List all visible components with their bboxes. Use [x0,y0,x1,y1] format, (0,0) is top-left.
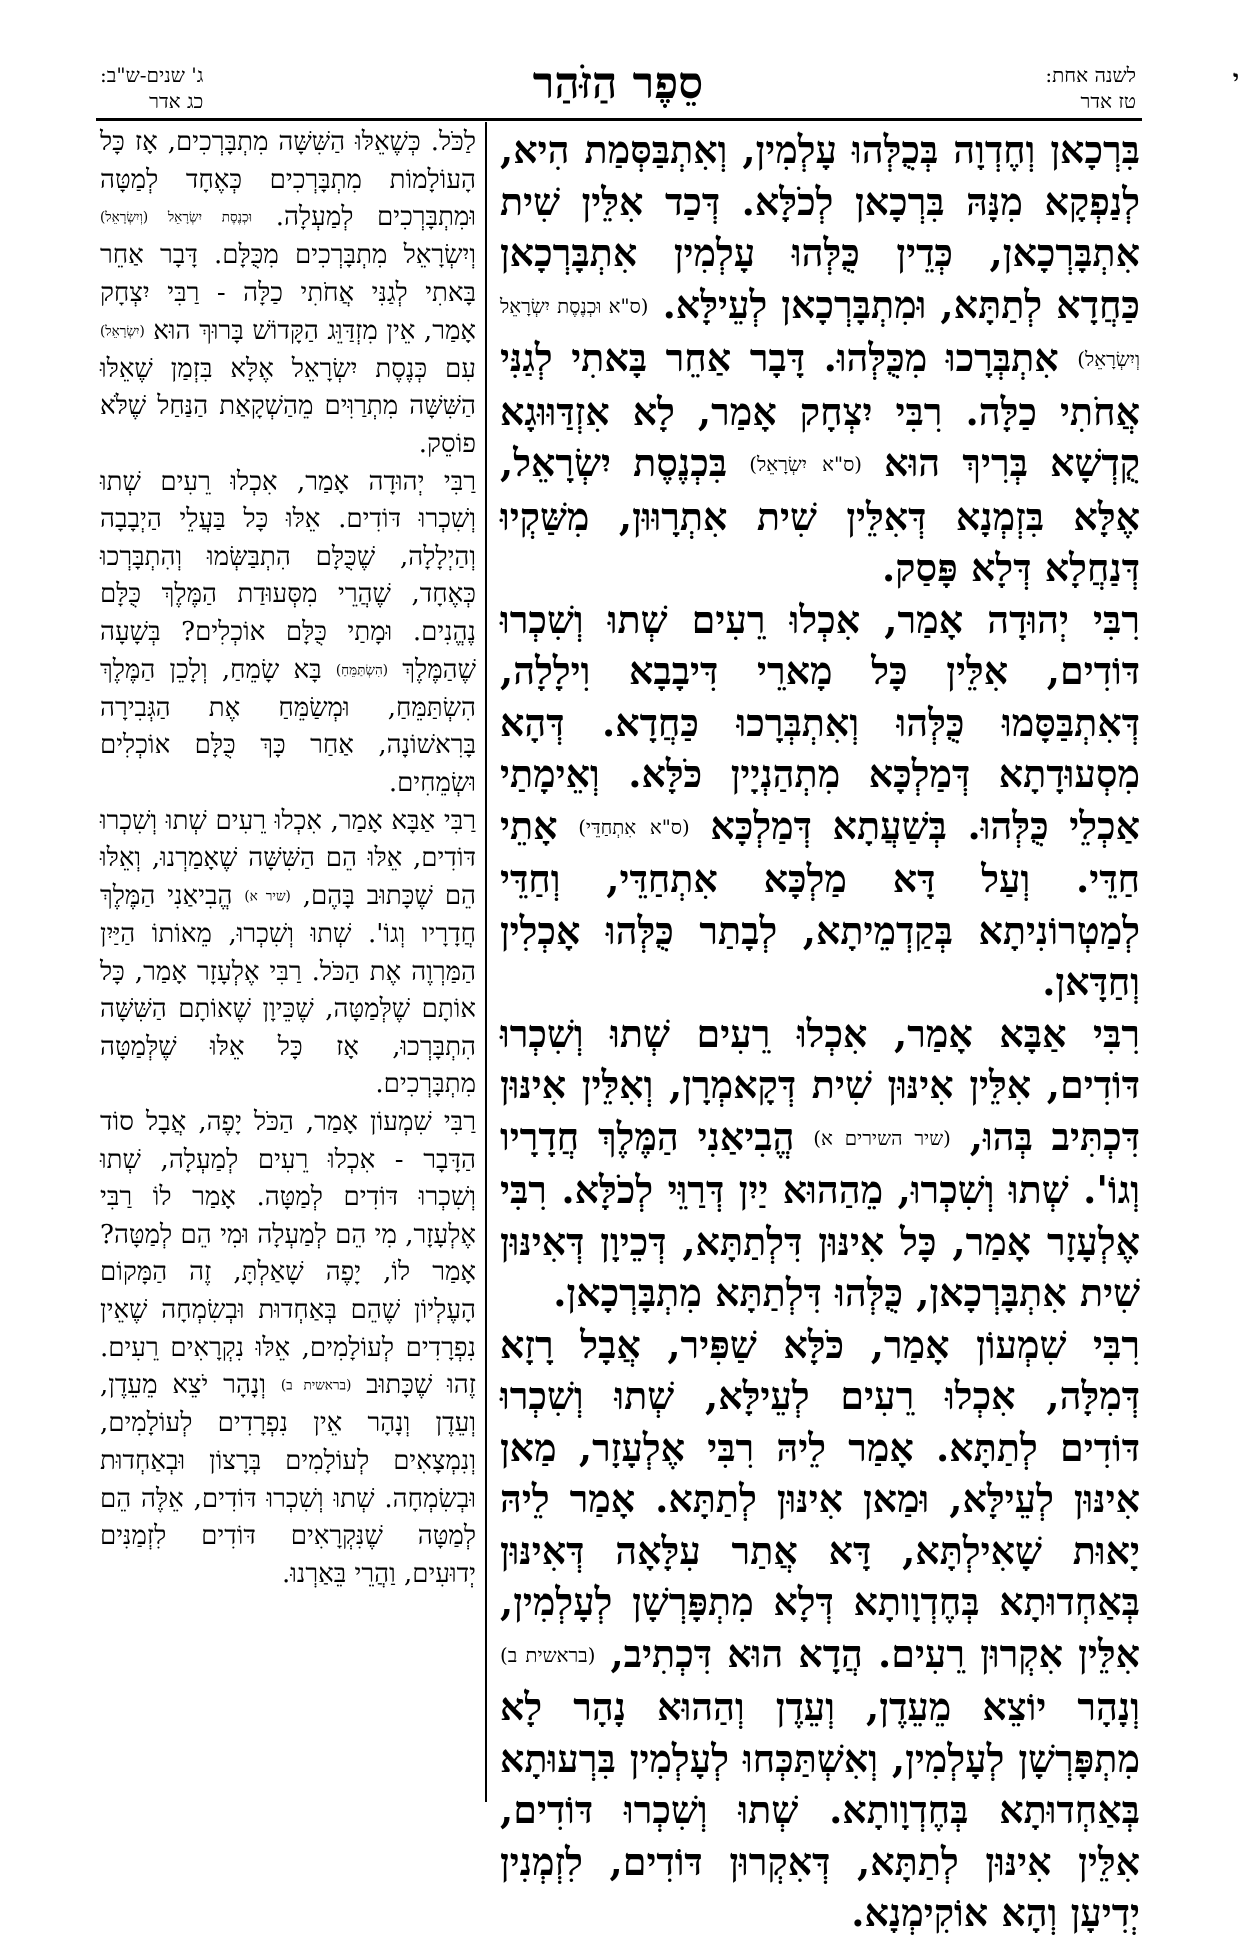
translation-paragraph [100,464,476,803]
text-run: לַכֹּל. כְּשֶׁאֵלּוּ הַשִּׁשָּׁה מִתְבָּרְכִים, אָז כָּל הָעוֹלָמוֹת מִתְבָּרְכִים כְּאֶחָד לְמַטָּה וּמִתְבָּרְכִים לְמַעְלָה. [100,127,476,233]
translation-paragraph [100,1104,476,1593]
aramaic-text-column [500,124,1141,1936]
source-reference: וּכְנֶסֶת יִשְׂרָאֵל (וְיִשְׂרָאֵל) [100,209,253,226]
text-run: בִּכְנֶסֶת יִשְׂרָאֵל, אֶלָּא בִּזְמְנָא דְּאִלֵּין שִׁית אִתְרָוּוּן, מִשַּׁקְיוּ דְּנַחֲלָא דְּלָא פָּסַק. [500,440,1140,591]
main-paragraph [500,124,1140,594]
book-title: סֵפֶר הַזֹּהַר [532,58,704,109]
date-one-year: טז אדר [1080,89,1136,113]
text-run: וְנָהָר יוֹצֵא מֵעֵדֶן, וְעֵדֶן וְהַהוּא נָהָר לָא מִתְפָּרְשָׁן לְעָלְמִין, וְאִשְׁתַּכְּחוּ לְעָלְמִין בִּרְעוּתָא בְּאַחְדוּתָא בְּחֶדְוָותָא. שְׁתוּ וְשִׁכְרוּ דּוֹדִים, אִלֵּין אִינּוּן לְתַתָּא, דְּאִקְרוּן דּוֹדִים, לִזְמְנִין יְדִיעָן וְהָא אוֹקִימְנָא. [500,1684,1140,1936]
column-divider [485,122,487,1802]
source-reference: (יִשְׂרָאֵל) [100,323,145,340]
text-run: וְיִשְׂרָאֵל מִתְבָּרְכִים מִכֻּלָּם. דָּבָר אַחֵר בָּאתִי לְגַנִּי אֲחֹתִי כַלָּה - רַבִּי יִצְחָק אָמַר, אֵין מִזְדַּוֵּג הַקָּדוֹשׁ בָּרוּךְ הוּא [100,240,476,346]
text-run: רִבִּי יְהוּדָה אָמַר, אִכְלוּ רֵעִים שְׁתוּ וְשִׁכְרוּ דּוֹדִים, אִלֵּין כָּל מָארֵי דִּיבָבָא וִילָלָה, דְּאִתְבַּסָּמוּ כֻּלְּהוּ וְאִתְבְּרָכוּ כַּחֲדָא. דְּהָא מִסְעוּדָתָא דְּמַלְכָּא מִתְהַנְיָין כֹּלָּא. וְאֵימָתַי אַכְלֵי כֻּלְּהוּ. בְּשַׁעֲתָא דְּמַלְכָּא [500,596,1140,848]
page-header [100,58,1136,118]
source-reference: (ס"א אִתְחַדֵּי) [578,815,690,839]
date-three-years: כג אדר [149,89,204,113]
header-rule [96,118,1142,121]
translation-paragraph [100,803,476,1104]
hebrew-translation-column [100,124,476,1804]
schedule-three-years: ג' שנים-ש"ב: [100,63,204,87]
text-run: וְנָהָר יֹצֵא מֵעֵדֶן, וְעֵדֶן וְנָהָר אֵין נִפְרָדִים לְעוֹלָמִים, וְנִמְצָאִים לְעוֹלָמִים בְּרָצוֹן וּבְאַחְדוּת וּבְשִׂמְחָה. שְׁתוּ וְשִׁכְרוּ דּוֹדִים, אֵלֶּה הֵם לְמַטָּה שֶׁנִּקְרָאִים דּוֹדִים לִזְמַנִּים יְדוּעִים, וַהֲרֵי בֵּאַרְנוּ. [100,1370,476,1589]
text-run: רַבִּי שִׁמְעוֹן אָמַר, הַכֹּל יָפֶה, אֲבָל סוֹד הַדָּבָר - אִכְלוּ רֵעִים לְמַעְלָה, שְׁתוּ וְשִׁכְרוּ דּוֹדִים לְמַטָּה. אָמַר לוֹ רַבִּי אֶלְעָזָר, מִי הֵם לְמַעְלָה וּמִי הֵם לְמַטָּה? אָמַר לוֹ, יָפֶה שָׁאַלְתָּ, זֶה הַמָּקוֹם הָעֶלְיוֹן שֶׁהֵם בְּאַחְדוּת וּבְשִׂמְחָה שֶׁאֵין נִפְרָדִים לְעוֹלָמִים, אֵלּוּ נִקְרָאִים רֵעִים. זֶהוּ שֶׁכָּתוּב [100,1106,476,1401]
source-reference: (ס"א וּכְנֶסֶת יִשְׂרָאֵל וְיִשְׂרָאֵל) [500,294,1140,372]
text-run: רִבִּי שִׁמְעוֹן אָמַר, כֹּלָּא שַׁפִּיר, אֲבָל רָזָא דְּמִלָּה, אִכְלוּ רֵעִים לְעֵילָּא, שְׁתוּ וְשִׁכְרוּ דּוֹדִים לְתַתָּא. אָמַר לֵיהּ רִבִּי אֶלְעָזָר, מַאן אִינּוּן לְעֵילָּא, וּמַאן אִינּוּן לְתַתָּא. אָמַר לֵיהּ יָאוּת שָׁאִילְתָּא, דָּא אֲתַר עִלָּאָה דְּאִינּוּן בְּאַחְדוּתָא בְּחֶדְוָותָא דְּלָא מִתְפָּרְשָׁן לְעָלְמִין, אִלֵּין אִקְרוּן רֵעִים. הֲדָא הוּא דִּכְתִיב, [500,1321,1140,1676]
text-run: הֱבִיאַנִי הַמֶּלֶךְ חֲדָרָיו וְגוֹ'. שְׁתוּ וְשִׁכְרוּ, מֵהַהוּא יַיִן דְּרַוֵּי לְכֹלָּא. רִבִּי אֶלְעָזָר אָמַר, כָּל אִינּוּן דִּלְתַתָּא, דְּכֵיוָן דְּאִינּוּן שִׁית אִתְבָּרְכָאן, כֻּלְּהוּ דִּלְתַתָּא מִתְבָּרְכָאן. [500,1113,1140,1316]
main-paragraph [500,1008,1140,1319]
text-run: עִם כְּנֶסֶת יִשְׂרָאֵל אֶלָּא בִּזְמַן שֶׁאֵלּוּ הַשִּׁשָּׁה מִתְרַוִּים מֵהַשְׁקָאַת הַנַּחַל שֶׁלֹּא פוֹסֵק. [100,353,476,459]
schedule-one-year: לשנה אחת: [1045,63,1136,87]
page-marker: י [1232,64,1239,93]
text-run: הֱבִיאַנִי הַמֶּלֶךְ חֲדָרָיו וְגוֹ'. שְׁתוּ וְשִׁכְרוּ, מֵאוֹתוֹ הַיַּיִן הַמַּרְוֶה אֶת הַכֹּל. רַבִּי אֶלְעָזָר אָמַר, כָּל אוֹתָם שֶׁלְּמַטָּה, שֶׁכֵּיוָן שֶׁאוֹתָם הַשִּׁשָּׁה הִתְבָּרְכוּ, אָז כָּל אֵלּוּ שֶׁלְּמַטָּה מִתְבָּרְכִים. [100,880,476,1100]
translation-paragraph [100,124,476,464]
header-left [100,62,203,114]
source-reference: (שיר א) [244,888,291,905]
source-reference: (בראשית ב) [280,1377,352,1394]
source-reference: (הִשְׂתַּמֵּחַ) [335,662,389,679]
text-run: רִבִּי אַבָּא אָמַר, אִכְלוּ רֵעִים שְׁתוּ וְשִׁכְרוּ דּוֹדִים, אִלֵּין אִינּוּן שִׁית דְּקָאמְרָן, וְאִלֵּין אִינּוּן דִּכְתִּיב בְּהוּ, [500,1010,1140,1159]
text-run: בִּרְכָאן וְחֶדְוָה בְּכֻלְּהוּ עָלְמִין, וְאִתְבַּסְּמַת הִיא, לְנַפְקָא מִנָּהּ בִּרְכָאן לְכֹלָּא. דְּכַד אִלֵּין שִׁית אִתְבָּרְכָאן, כְּדֵין כֻּלְּהוּ עָלְמִין אִתְבָּרְכָאן כַּחֲדָא לְתַתָּא, וּמִתְבָּרְכָאן לְעֵילָּא. [500,127,1141,327]
text-run: אָתֵי חַדֵּי. וְעַל דָּא מַלְכָּא אִתְחַדֵּי, וְחַדֵּי לְמַטְרוֹנִיתָא בְּקַדְמֵיתָא, לְבָתַר כֻּלְּהוּ אָכְלִין וְחַדָּאן. [500,802,1140,1005]
text-run: רַבִּי אַבָּא אָמַר, אִכְלוּ רֵעִים שְׁתוּ וְשִׁכְרוּ דּוֹדִים, אֵלּוּ הֵם הַשִּׁשָּׁה שֶׁאָמַרְנוּ, וְאֵלּוּ הֵם שֶׁכָּתוּב בָּהֶם, [100,805,476,911]
main-paragraph [500,1319,1140,1939]
source-reference: (בראשית ב) [500,1643,596,1667]
source-reference: (ס"א יִשְׂרָאֵל) [749,453,863,477]
text-run: אִתְבְּרָכוּ מִכֻּלְּהוּ. דָּבָר אַחֵר בָּאתִי לְגַנִּי אֲחֹתִי כַלָּה. רִבִּי יִצְחָק אָמַר, לָא אִזְדַּוּוּגָא קֻדְשָׁא בְּרִיךְ הוּא [500,335,1140,486]
text-run: בָּא שָׂמֵחַ, וְלָכֵן הַמֶּלֶךְ הִשְׂתַּמֵּחַ, וּמְשַׂמֵּחַ אֶת הַגְּבִירָה בָּרִאשׁוֹנָה, אַחַר כָּךְ כֻּלָּם אוֹכְלִים וּשְׂמֵחִים. [100,654,476,798]
source-reference: (שיר השירים א) [813,1126,951,1150]
text-run: רַבִּי יְהוּדָה אָמַר, אִכְלוּ רֵעִים שְׁתוּ וְשִׁכְרוּ דּוֹדִים. אֵלּוּ כָּל בַּעֲלֵי הַיְבָבָה וְהַיְלָלָה, שֶׁכֻּלָּם הִתְבַּשְּׂמוּ וְהִתְבָּרְכוּ כְּאֶחָד, שֶׁהֲרֵי מִסְּעוּדַת הַמֶּלֶךְ כֻּלָּם נֶהֱנִים. וּמָתַי כֻּלָּם אוֹכְלִים? בְּשָׁעָה שֶׁהַמֶּלֶךְ [100,466,476,685]
main-paragraph [500,594,1140,1008]
